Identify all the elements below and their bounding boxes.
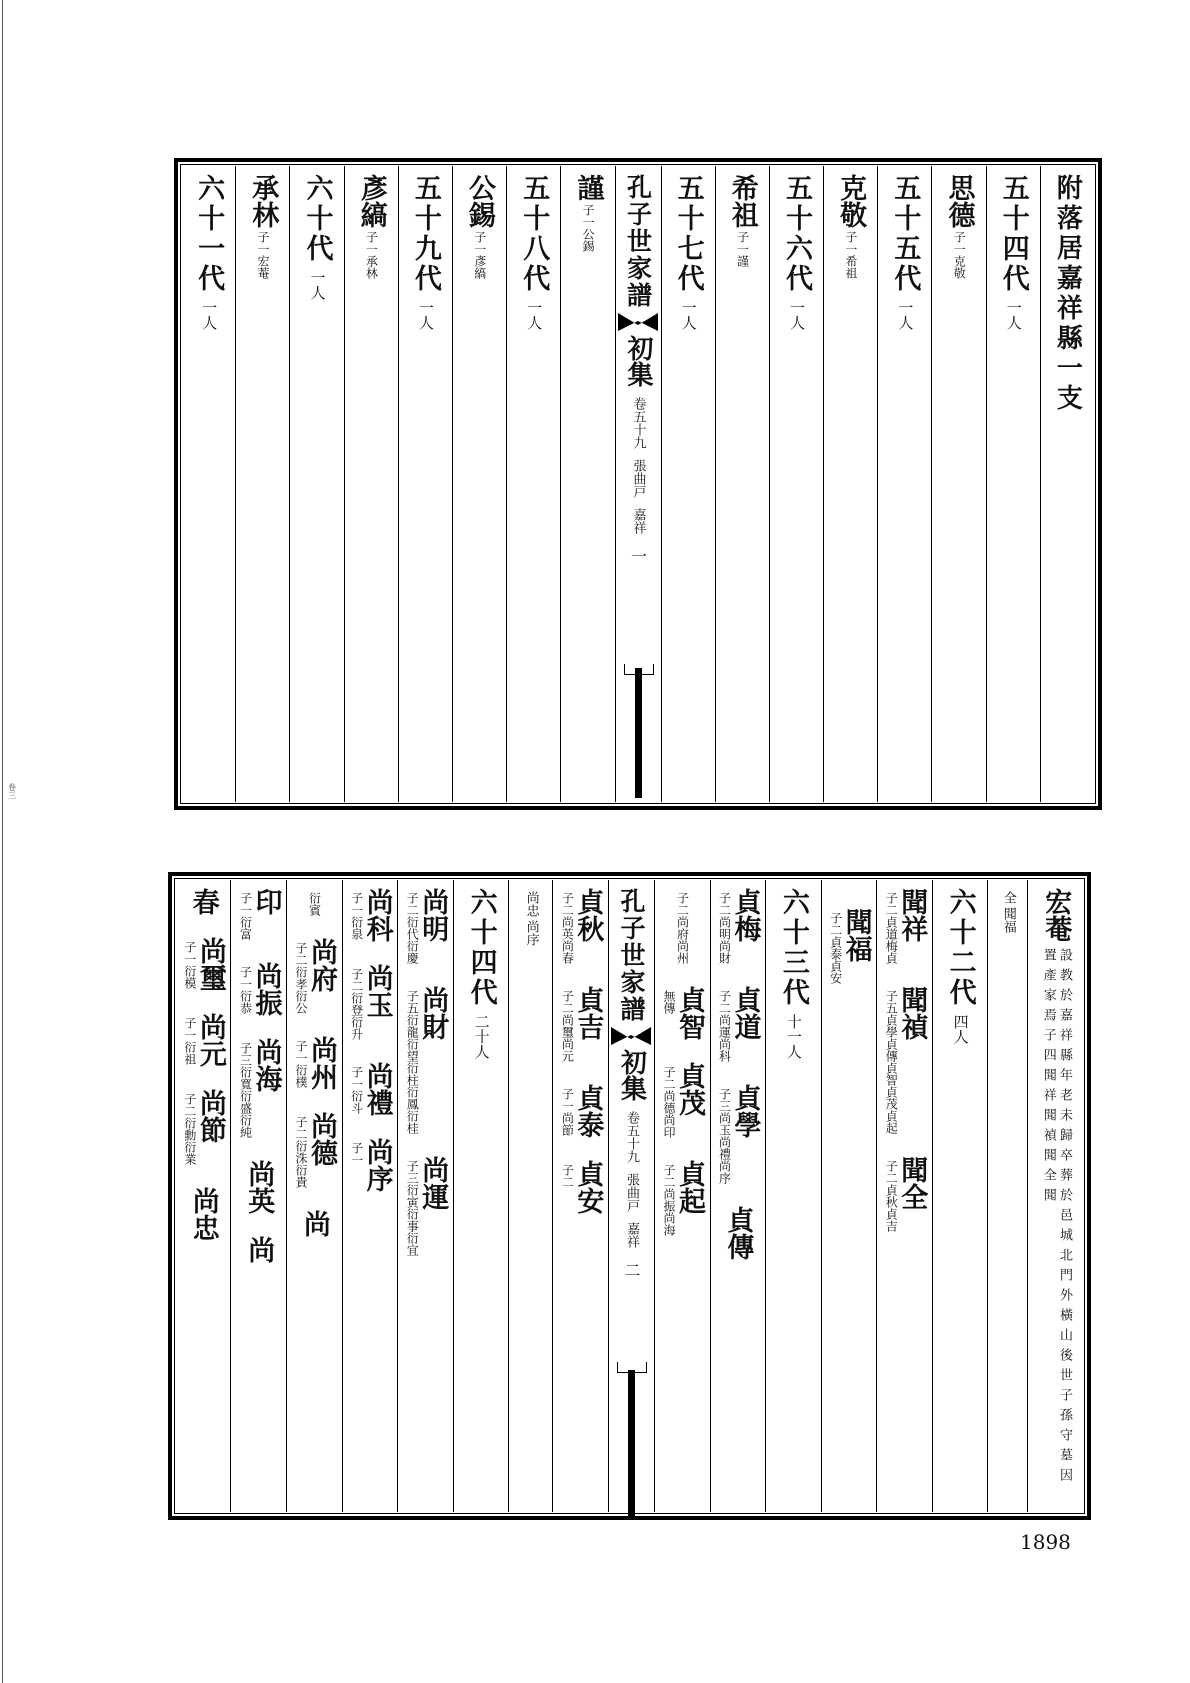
person-note: 子五貞學貞傳貞智貞茂貞起 bbox=[884, 990, 899, 1134]
branch-label: 嘉祥 bbox=[630, 508, 646, 534]
person-name: 尚元 bbox=[194, 1013, 226, 1067]
generation-column bbox=[182, 166, 235, 802]
person-note: 尚序 bbox=[523, 920, 539, 946]
person-name: 尚英 bbox=[243, 1160, 275, 1214]
note-column bbox=[508, 880, 552, 1512]
person-name: 尚州 bbox=[306, 1036, 338, 1090]
person-name: 尚禮 bbox=[361, 1062, 393, 1116]
person-name: 思德 bbox=[943, 174, 975, 228]
person-note: 子一承林 bbox=[364, 231, 379, 279]
person-column bbox=[654, 880, 710, 1512]
person-name: 尚序 bbox=[361, 1138, 393, 1192]
generation-label: 五十九代 bbox=[409, 174, 441, 294]
person-name: 尚財 bbox=[417, 986, 449, 1040]
person-note: 子一 bbox=[349, 1142, 364, 1166]
section-heading: 附落居嘉祥縣一支 bbox=[1052, 174, 1083, 414]
person-note: 子一尚節 bbox=[560, 1088, 575, 1136]
person-note: 子二尚英尚春 bbox=[560, 892, 575, 964]
book-title: 孔子世家譜 bbox=[616, 888, 646, 1023]
heading-column bbox=[1040, 166, 1094, 802]
generation-column bbox=[986, 166, 1040, 802]
person-note: 子一衍恭 bbox=[238, 966, 253, 1014]
person-name: 尚府 bbox=[306, 938, 338, 992]
chapter-label: 卷五十九 bbox=[623, 1111, 639, 1163]
volume-label: 初集 bbox=[616, 1049, 647, 1101]
person-column bbox=[710, 880, 766, 1512]
person-column bbox=[230, 880, 286, 1512]
person-name: 貞安 bbox=[572, 1160, 604, 1214]
generation-column bbox=[765, 880, 821, 1512]
person-column bbox=[931, 166, 985, 802]
person-name: 尚玉 bbox=[361, 964, 393, 1018]
spine-bar bbox=[628, 1370, 635, 1516]
generation-count: 一人 bbox=[787, 300, 806, 330]
person-note: 子三衍寅衍事衍宜 bbox=[405, 1160, 420, 1256]
generation-count: 一人 bbox=[525, 300, 544, 330]
person-name: 聞祥 bbox=[896, 888, 928, 942]
narrative-text: 設教於嘉祥縣年老未歸卒葬於邑城北門外橫山後世子孫守墓因置產家焉子四聞祥聞禎聞全聞 bbox=[1040, 948, 1072, 1488]
person-name: 聞禎 bbox=[896, 986, 928, 1040]
top-genealogy-panel bbox=[174, 158, 1102, 810]
person-column bbox=[235, 166, 289, 802]
generation-count: 一人 bbox=[679, 300, 698, 330]
generation-label: 五十八代 bbox=[518, 174, 550, 294]
person-name: 克敬 bbox=[835, 174, 867, 228]
person-note: 子二尚振尚海 bbox=[661, 1164, 676, 1236]
person-note: 子一謹 bbox=[735, 231, 750, 267]
generation-column bbox=[877, 166, 931, 802]
page-number: 1898 bbox=[1020, 1530, 1071, 1554]
person-name: 聞福 bbox=[840, 908, 872, 962]
person-name: 承林 bbox=[247, 174, 279, 228]
generation-label: 五十六代 bbox=[780, 174, 812, 294]
person-note: 子二尚運尚科 bbox=[717, 990, 732, 1062]
generation-label: 六十四代 bbox=[465, 888, 497, 1008]
person-column bbox=[560, 166, 614, 802]
book-spine-column bbox=[615, 166, 661, 802]
person-name: 貞學 bbox=[729, 1084, 761, 1138]
person-name: 尚忠 bbox=[187, 1187, 219, 1241]
person-note: 子二衍代衍慶 bbox=[405, 892, 420, 964]
person-name: 貞泰 bbox=[572, 1084, 604, 1138]
generation-count: 一人 bbox=[896, 300, 915, 330]
generation-count: 四人 bbox=[951, 1014, 970, 1044]
person-note: 子一克敬 bbox=[952, 231, 967, 279]
person-name: 希祖 bbox=[726, 174, 758, 228]
person-note: 子一宏菴 bbox=[255, 231, 270, 279]
person-note: 子一希祖 bbox=[843, 231, 858, 279]
book-title: 孔子世家譜 bbox=[623, 174, 653, 309]
generation-count: 一人 bbox=[200, 300, 219, 330]
bottom-genealogy-panel bbox=[168, 872, 1091, 1520]
volume-label: 初集 bbox=[623, 335, 653, 387]
person-name: 尚海 bbox=[250, 1038, 282, 1092]
generation-label: 六十三代 bbox=[777, 888, 809, 1008]
person-note: 子一衍泉 bbox=[349, 892, 364, 940]
person-note: 子二貞泰貞安 bbox=[828, 912, 843, 984]
person-column bbox=[715, 166, 769, 802]
side-mark: 卷三 bbox=[8, 783, 16, 800]
generation-label: 六十一代 bbox=[193, 174, 225, 294]
person-note: 子二尚府尚州 bbox=[675, 892, 690, 964]
person-name: 貞吉 bbox=[572, 986, 604, 1040]
section-label: 張曲戸 bbox=[630, 459, 646, 498]
person-name: 宏菴 bbox=[1040, 888, 1072, 942]
generation-count: 一人 bbox=[1004, 300, 1023, 330]
generation-count: 一人 bbox=[308, 270, 327, 300]
page-margin-line bbox=[2, 0, 3, 1683]
person-note: 子二尚璽尚元 bbox=[560, 990, 575, 1062]
person-note: 子一衍富 bbox=[238, 892, 253, 940]
person-name: 貞茂 bbox=[673, 1062, 705, 1116]
person-name: 尚振 bbox=[250, 962, 282, 1016]
person-note: 子二 bbox=[560, 1164, 575, 1188]
generation-count: 二十人 bbox=[472, 1014, 491, 1059]
generation-column bbox=[932, 880, 988, 1512]
person-note: 子二貞秋貞吉 bbox=[884, 1160, 899, 1232]
person-name: 尚運 bbox=[417, 1156, 449, 1210]
person-name: 聞全 bbox=[896, 1156, 928, 1210]
person-name: 尚節 bbox=[194, 1089, 226, 1143]
person-name: 貞智 bbox=[673, 986, 705, 1040]
person-note: 全 bbox=[1000, 891, 1016, 904]
person-note: 子三衍寬衍盛衍純 bbox=[238, 1042, 253, 1138]
generation-count: 十一人 bbox=[784, 1014, 803, 1059]
person-name: 貞秋 bbox=[572, 888, 604, 942]
person-column bbox=[176, 880, 231, 1512]
person-note: 無傳 bbox=[661, 990, 676, 1014]
person-note: 子二尚德尚印 bbox=[661, 1066, 676, 1138]
person-note: 子二衍勳衍業 bbox=[182, 1093, 197, 1165]
person-note: 尚忠 bbox=[523, 891, 539, 917]
generation-count: 一人 bbox=[416, 300, 435, 330]
person-column bbox=[552, 880, 608, 1512]
person-name: 春 bbox=[187, 888, 219, 915]
generation-column bbox=[769, 166, 823, 802]
spine-bar bbox=[635, 668, 642, 798]
person-note: 子一公錫 bbox=[581, 204, 596, 252]
person-column bbox=[821, 880, 877, 1512]
person-column bbox=[987, 880, 1027, 1512]
person-column bbox=[344, 166, 398, 802]
person-name: 貞起 bbox=[673, 1160, 705, 1214]
branch-label: 嘉祥 bbox=[623, 1222, 639, 1248]
person-note: 子二尚明尚財 bbox=[717, 892, 732, 964]
section-label: 張曲戸 bbox=[623, 1173, 639, 1212]
person-note: 子二貞道梅貞 bbox=[884, 892, 899, 964]
chapter-label: 卷五十九 bbox=[630, 397, 646, 449]
person-note: 子一衍樸 bbox=[294, 1040, 309, 1088]
person-note: 聞福 bbox=[1000, 907, 1016, 933]
person-note: 子一衍斗 bbox=[349, 1066, 364, 1114]
generation-label: 六十代 bbox=[301, 174, 333, 264]
person-note: 子三尚玉尚禮尚序 bbox=[717, 1088, 732, 1184]
leaf-number: 二 bbox=[621, 1262, 641, 1278]
person-note: 子一彥縞 bbox=[472, 231, 487, 279]
person-note: 子二衍洙衍貴 bbox=[294, 1116, 309, 1188]
person-name: 尚 bbox=[243, 1236, 275, 1263]
person-name: 貞傳 bbox=[722, 1206, 754, 1260]
person-name: 尚璽 bbox=[194, 937, 226, 991]
fishtail-mark-icon bbox=[618, 313, 658, 331]
generation-label: 五十五代 bbox=[889, 174, 921, 294]
generation-label: 五十四代 bbox=[997, 174, 1029, 294]
person-column bbox=[286, 880, 342, 1512]
leaf-number: 一 bbox=[628, 548, 648, 564]
generation-column bbox=[289, 166, 343, 802]
generation-label: 六十二代 bbox=[944, 888, 976, 1008]
person-note: 子二衍孝衍公 bbox=[294, 942, 309, 1014]
person-note: 子二衍登衍升 bbox=[349, 968, 364, 1040]
person-name: 貞道 bbox=[729, 986, 761, 1040]
person-name: 彥縞 bbox=[355, 174, 387, 228]
person-name: 尚德 bbox=[306, 1112, 338, 1166]
intro-column bbox=[1027, 880, 1083, 1512]
generation-column bbox=[398, 166, 452, 802]
generation-label: 五十七代 bbox=[672, 174, 704, 294]
person-note: 子一衍模 bbox=[182, 941, 197, 989]
person-name: 謹 bbox=[572, 174, 604, 201]
person-name: 尚 bbox=[298, 1210, 330, 1237]
person-column bbox=[823, 166, 877, 802]
person-column bbox=[876, 880, 932, 1512]
person-column bbox=[452, 166, 506, 802]
person-column bbox=[397, 880, 453, 1512]
person-note: 子五衍龍衍望衍柱衍鳳衍桂 bbox=[405, 990, 420, 1134]
book-spine-column bbox=[608, 880, 654, 1512]
person-name: 貞梅 bbox=[729, 888, 761, 942]
person-column bbox=[342, 880, 398, 1512]
generation-column bbox=[661, 166, 715, 802]
fishtail-mark-icon bbox=[611, 1027, 651, 1045]
person-note: 子一衍祖 bbox=[182, 1017, 197, 1065]
person-note: 衍賓 bbox=[307, 892, 322, 916]
person-name: 公錫 bbox=[464, 174, 496, 228]
person-name: 尚明 bbox=[417, 888, 449, 942]
person-name: 尚科 bbox=[361, 888, 393, 942]
generation-column bbox=[453, 880, 509, 1512]
generation-column bbox=[506, 166, 560, 802]
person-name: 印 bbox=[250, 888, 282, 915]
